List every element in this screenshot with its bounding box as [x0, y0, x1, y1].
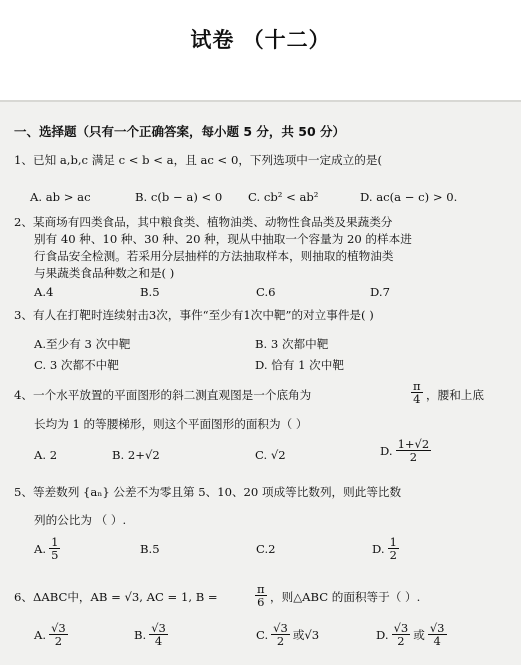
q6-d-num-1: √3 — [393, 621, 409, 635]
q2-option-a: A.4 — [34, 285, 54, 299]
q6-option-b-label: B. — [134, 627, 147, 642]
q6-option-d — [376, 622, 448, 647]
q4-angle-den: 4 — [413, 392, 421, 406]
q3-option-b: B. 3 次都中靶 — [255, 337, 329, 351]
q1-option-c: C. cb² < ab² — [248, 190, 319, 204]
q6-option-d-fraction-2 — [428, 622, 447, 647]
page-title: 试卷 （十二） — [190, 28, 331, 52]
q6-a-den: 2 — [54, 634, 63, 648]
q4-angle-num: π — [413, 379, 421, 393]
q6-a-num: √3 — [51, 621, 66, 635]
q6-option-c-fraction — [271, 622, 290, 647]
q6-d-den-2: 4 — [433, 634, 441, 648]
q6-c-num: √3 — [273, 621, 288, 635]
question-5-line-1: 5、等差数列 {aₙ} 公差不为零且第 5、10、20 项成等比数列，则此等比数 — [14, 485, 402, 499]
q5-option-a — [34, 536, 61, 561]
q6-option-a-fraction — [49, 622, 68, 647]
q6-option-a-label: A. — [34, 627, 47, 642]
q4-option-d-label: D. — [380, 443, 393, 458]
question-2-line-1: 2、某商场有四类食品，其中粮食类、植物油类、动物性食品类及果蔬类分 — [14, 215, 393, 229]
q5-a-num: 1 — [51, 535, 59, 549]
question-6-line-1a: 6、ΔABC中，AB = √3, AC = 1, B = — [14, 590, 218, 604]
q3-option-c: C. 3 次都不中靶 — [34, 358, 119, 372]
q6-option-b-fraction — [149, 622, 168, 647]
q5-d-den: 2 — [389, 548, 397, 562]
q6-b-den: 4 — [154, 634, 163, 648]
q5-option-d-label: D. — [372, 541, 385, 556]
question-4-line-1a: 4、一个水平放置的平面图形的斜二测直观图是一个底角为 — [14, 388, 312, 402]
q4-option-a: A. 2 — [34, 448, 58, 462]
q2-option-d: D.7 — [370, 285, 390, 299]
q6-option-d-or: 或 — [413, 627, 425, 642]
q4-d-den: 2 — [409, 450, 418, 464]
q5-d-num: 1 — [389, 535, 397, 549]
q6-option-c-tail: 或√3 — [292, 627, 320, 642]
q4-option-c: C. √2 — [255, 448, 286, 462]
q4-option-d — [380, 438, 432, 463]
q5-option-a-fraction — [49, 536, 60, 561]
question-4-line-2: 长均为 1 的等腰梯形，则这个平面图形的面积为（ ） — [34, 417, 308, 431]
q5-a-den: 5 — [51, 548, 59, 562]
q3-option-d: D. 恰有 1 次中靶 — [255, 358, 344, 372]
q6-angle-den: 6 — [257, 595, 265, 609]
q6-angle-fraction — [255, 583, 267, 608]
question-1-text: 1、已知 a,b,c 满足 c < b < a，且 ac < 0，下列选项中一定成立的是( — [14, 153, 382, 167]
q5-option-d-fraction — [388, 536, 399, 561]
q6-option-c-label: C. — [256, 627, 269, 642]
q4-d-num: 1+√2 — [397, 437, 430, 451]
q6-option-d-label: D. — [376, 627, 389, 642]
q6-c-den: 2 — [276, 634, 285, 648]
q5-option-c: C.2 — [256, 542, 276, 556]
q6-option-c — [256, 622, 319, 647]
q5-option-b: B.5 — [140, 542, 160, 556]
section-heading: 一、选择题（只有一个正确答案，每小题 5 分，共 50 分） — [14, 124, 346, 139]
question-2-line-2: 别有 40 种、10 种、30 种、20 种，现从中抽取一个容量为 20 的样本进 — [34, 232, 412, 246]
q4-option-b: B. 2+√2 — [112, 448, 160, 462]
q1-option-d: D. ac(a − c) > 0. — [360, 190, 458, 204]
q3-option-a: A.至少有 3 次中靶 — [34, 337, 131, 351]
q6-option-d-fraction-1 — [392, 622, 411, 647]
question-4-line-1b: ，腰和上底 — [426, 388, 484, 402]
q6-option-a — [34, 622, 69, 647]
question-2-line-4: 与果蔬类食品种数之和是( ) — [34, 266, 175, 280]
q1-option-a: A. ab > ac — [30, 190, 91, 204]
scanned-exam-page — [0, 100, 521, 665]
q6-option-b — [134, 622, 169, 647]
q2-option-c: C.6 — [256, 285, 276, 299]
q5-option-a-label: A. — [34, 541, 47, 556]
scan-edge — [0, 100, 521, 102]
question-3-text: 3、有人在打靶时连续射击3次，事件“至少有1次中靶”的对立事件是( ) — [14, 308, 374, 322]
q4-angle-fraction — [411, 380, 423, 405]
q6-d-den-1: 2 — [397, 634, 405, 648]
question-5-line-2: 列的公比为 （ ）. — [34, 513, 127, 527]
q6-d-num-2: √3 — [429, 621, 445, 635]
q4-option-d-fraction — [396, 438, 432, 463]
question-2-line-3: 行食品安全检测。若采用分层抽样的方法抽取样本，则抽取的植物油类 — [34, 249, 394, 263]
q6-b-num: √3 — [151, 621, 166, 635]
q6-angle-num: π — [257, 582, 265, 596]
q5-option-d — [372, 536, 400, 561]
question-6-line-1b: ，则△ABC 的面积等于（ ）. — [270, 590, 421, 604]
q2-option-b: B.5 — [140, 285, 160, 299]
q1-option-b: B. c(b − a) < 0 — [135, 190, 223, 204]
